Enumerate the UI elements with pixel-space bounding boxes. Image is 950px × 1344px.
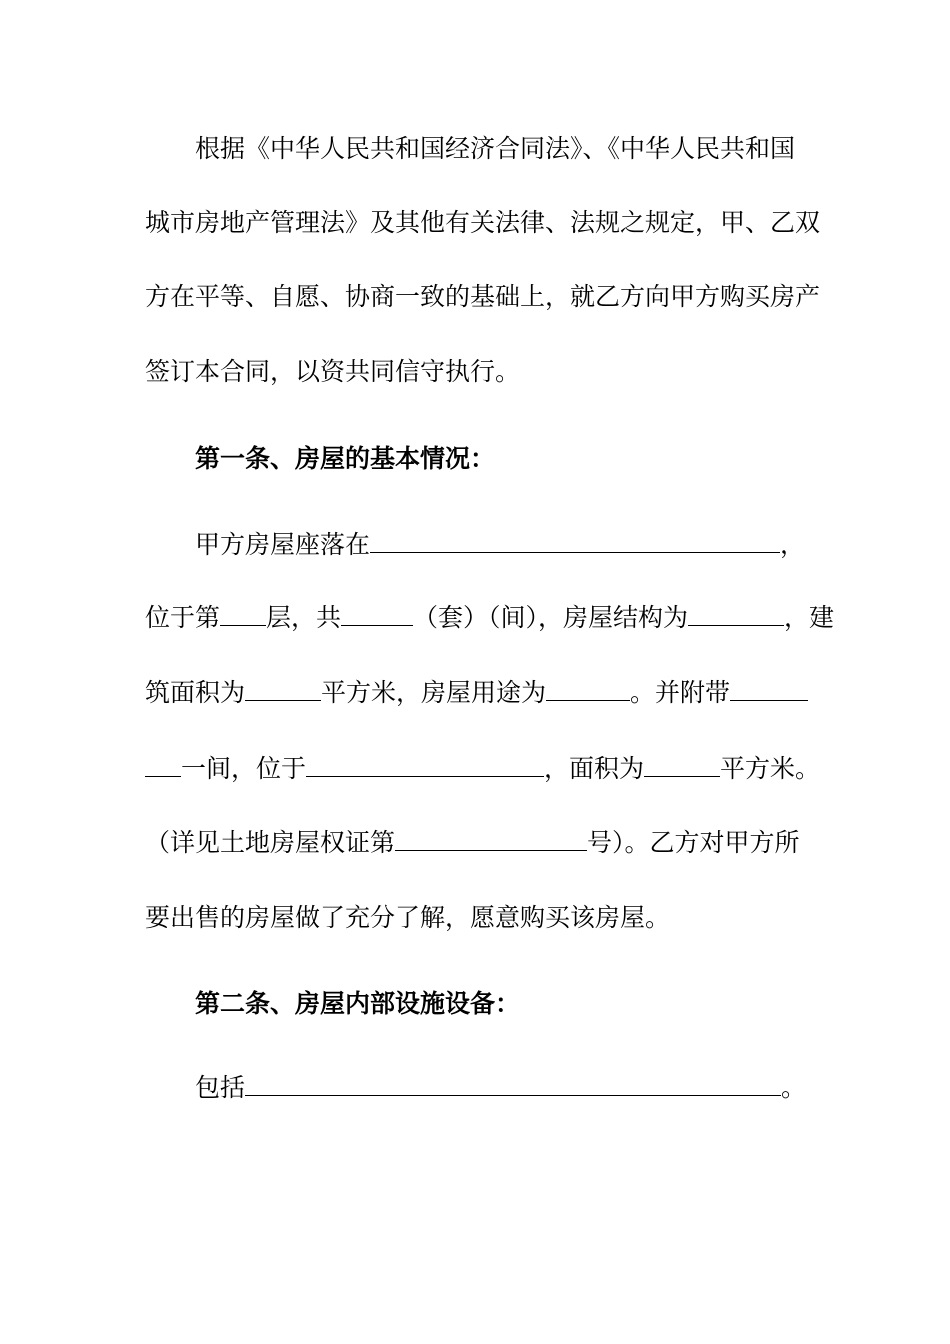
structure-blank: [688, 603, 784, 626]
text-segment: ，: [780, 530, 806, 559]
certificate-number-blank: [395, 828, 587, 851]
text-segment: ，面积为: [544, 754, 645, 783]
floor-blank: [220, 603, 266, 626]
article-2-heading: 第二条、房屋内部设施设备：: [195, 989, 521, 1018]
attached-item-blank-cont: [145, 754, 181, 777]
article-1-line-5: [145, 828, 810, 858]
text-segment: 平方米，房屋用途为: [321, 678, 547, 707]
preamble-line-3: 方在平等、自愿、协商一致的基础上，就乙方向甲方购买房产: [145, 282, 821, 311]
text-segment: 平方米。: [720, 754, 821, 783]
text-segment: 包括: [195, 1073, 246, 1102]
preamble-line-1: 根据《中华人民共和国经济合同法》、《中华人民共和国: [195, 134, 796, 163]
text-segment: （套）（间），房屋结构为: [413, 603, 689, 632]
preamble-line-2: 城市房地产管理法》及其他有关法律、法规之规定，甲、乙双: [145, 208, 821, 237]
preamble-line-4: 签订本合同，以资共同信守执行。: [145, 357, 521, 386]
text-segment: 。: [781, 1073, 807, 1102]
text-segment: ，建: [784, 603, 835, 632]
facilities-blank: [245, 1073, 781, 1096]
total-floors-blank: [341, 603, 413, 626]
article-1-line-2: [145, 603, 835, 633]
text-segment: （详见土地房屋权证第: [145, 828, 396, 857]
text-segment: 号）。乙方对甲方所: [587, 828, 800, 857]
attached-area-blank: [644, 754, 720, 777]
attached-location-blank: [306, 754, 544, 777]
article-2-line-1: [195, 1073, 810, 1103]
attached-item-blank: [730, 678, 808, 701]
article-1-line-6: 要出售的房屋做了充分了解，愿意购买该房屋。: [145, 903, 671, 932]
usage-blank: [546, 678, 630, 701]
article-1-line-1: [195, 530, 810, 560]
text-segment: 一间，位于: [181, 754, 307, 783]
text-segment: 甲方房屋座落在: [195, 530, 371, 559]
article-1-line-4: [145, 754, 821, 784]
text-segment: 。并附带: [630, 678, 731, 707]
article-1-heading: 第一条、房屋的基本情况：: [195, 444, 496, 473]
article-1-line-3: [145, 678, 810, 708]
text-segment: 位于第: [145, 603, 221, 632]
floor-area-blank: [245, 678, 321, 701]
text-segment: 层，共: [266, 603, 342, 632]
location-blank: [370, 530, 780, 553]
text-segment: 筑面积为: [145, 678, 246, 707]
